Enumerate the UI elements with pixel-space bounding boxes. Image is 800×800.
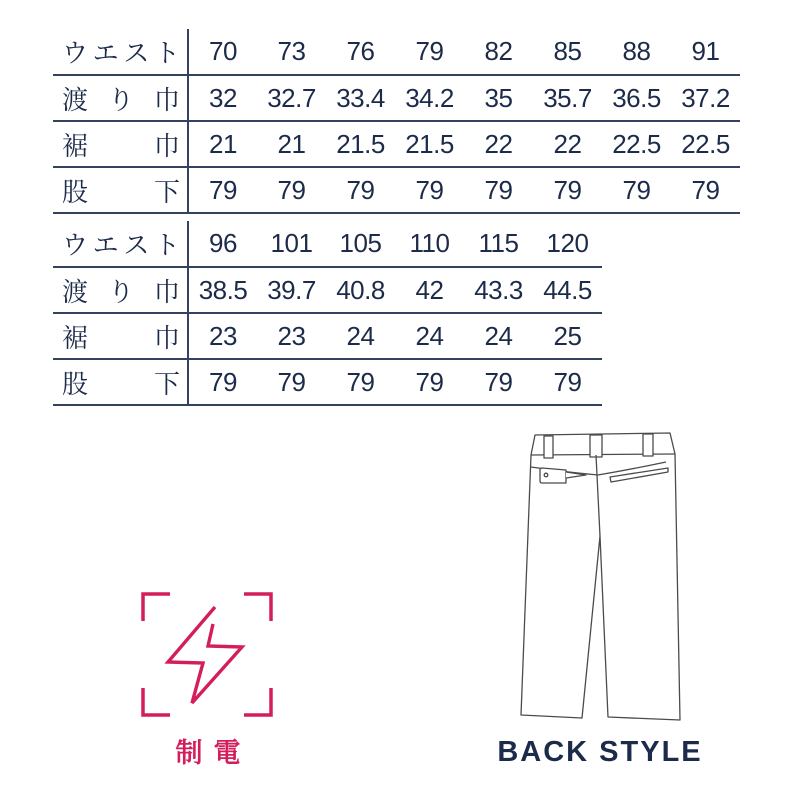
anti-static-label: 制電 [175,738,252,768]
size-row-label: 渡り巾 [53,267,188,313]
size-cell: 32 [209,82,237,113]
size-cell: 23 [277,320,306,351]
size-cell: 79 [484,366,513,397]
lightning-bolt-icon [168,607,242,703]
size-cell: 21 [277,128,306,159]
size-table-lower [53,221,602,406]
size-cell: 88 [622,36,651,66]
corner-brackets [143,594,271,715]
size-cell: 44.5 [543,274,592,305]
size-cell: 21.5 [336,128,385,159]
size-cell: 79 [346,366,375,397]
size-cell: 79 [484,174,513,205]
size-cell: 79 [622,174,651,205]
size-cell: 79 [553,174,582,205]
size-cell: 79 [691,174,720,205]
anti-static-lightning-icon [138,586,278,726]
size-cell: 110 [409,228,450,258]
size-cell: 36.5 [612,82,661,113]
size-cell: 79 [553,366,582,397]
size-cell: 120 [546,228,589,258]
size-row-label: 渡り巾 [53,75,188,121]
size-cell: 21 [209,128,237,159]
size-cell: 40.8 [336,274,385,305]
size-cell: 79 [277,366,306,397]
size-cell: 32.7 [267,82,316,113]
size-row-label: 裾巾 [53,121,188,167]
size-row-label: 股下 [53,359,188,405]
size-table-row [53,121,740,167]
size-cell: 70 [209,36,237,66]
size-table-row [53,75,740,121]
size-cell: 73 [277,36,306,66]
size-cell: 23 [209,320,237,351]
size-cell: 79 [415,174,444,205]
size-table-row [53,359,602,405]
back-style-caption: BACK STYLE [497,736,703,768]
size-cell: 37.2 [681,82,730,113]
size-cell: 35.7 [543,82,592,113]
size-cell: 79 [415,366,444,397]
size-cell: 22.5 [612,128,661,159]
size-cell: 22 [484,128,513,159]
size-cell: 25 [553,320,582,351]
size-table-row [53,167,740,213]
size-cell: 35 [484,82,513,113]
size-cell: 24 [484,320,513,351]
size-cell: 34.2 [405,82,454,113]
size-table-row [53,221,602,267]
size-table-row [53,313,602,359]
size-cell: 22 [553,128,582,159]
size-cell: 79 [415,36,444,66]
size-cell: 91 [691,36,720,66]
size-cell: 21.5 [405,128,454,159]
size-cell: 22.5 [681,128,730,159]
size-row-label: 裾巾 [53,313,188,359]
size-cell: 79 [346,174,375,205]
size-cell: 101 [270,228,313,258]
size-row-label: ウエスト [53,29,188,75]
size-table-row [53,29,740,75]
pants-back-view-drawing [493,428,693,728]
size-cell: 105 [339,228,382,258]
size-cell: 115 [478,228,519,258]
size-cell: 76 [346,36,375,66]
size-cell: 42 [415,274,444,305]
size-cell: 79 [209,174,237,205]
size-cell: 43.3 [474,274,523,305]
size-cell: 24 [346,320,375,351]
size-table-upper [53,29,740,214]
size-cell: 38.5 [198,274,248,305]
size-row-label: 股下 [53,167,188,213]
size-row-label: ウエスト [53,221,188,267]
size-cell: 33.4 [336,82,385,113]
size-cell: 85 [553,36,582,66]
size-cell: 24 [415,320,444,351]
size-table-row [53,267,602,313]
size-cell: 82 [484,36,513,66]
size-cell: 96 [209,228,237,258]
size-cell: 79 [277,174,306,205]
size-cell: 79 [209,366,237,397]
size-cell: 39.7 [267,274,316,305]
